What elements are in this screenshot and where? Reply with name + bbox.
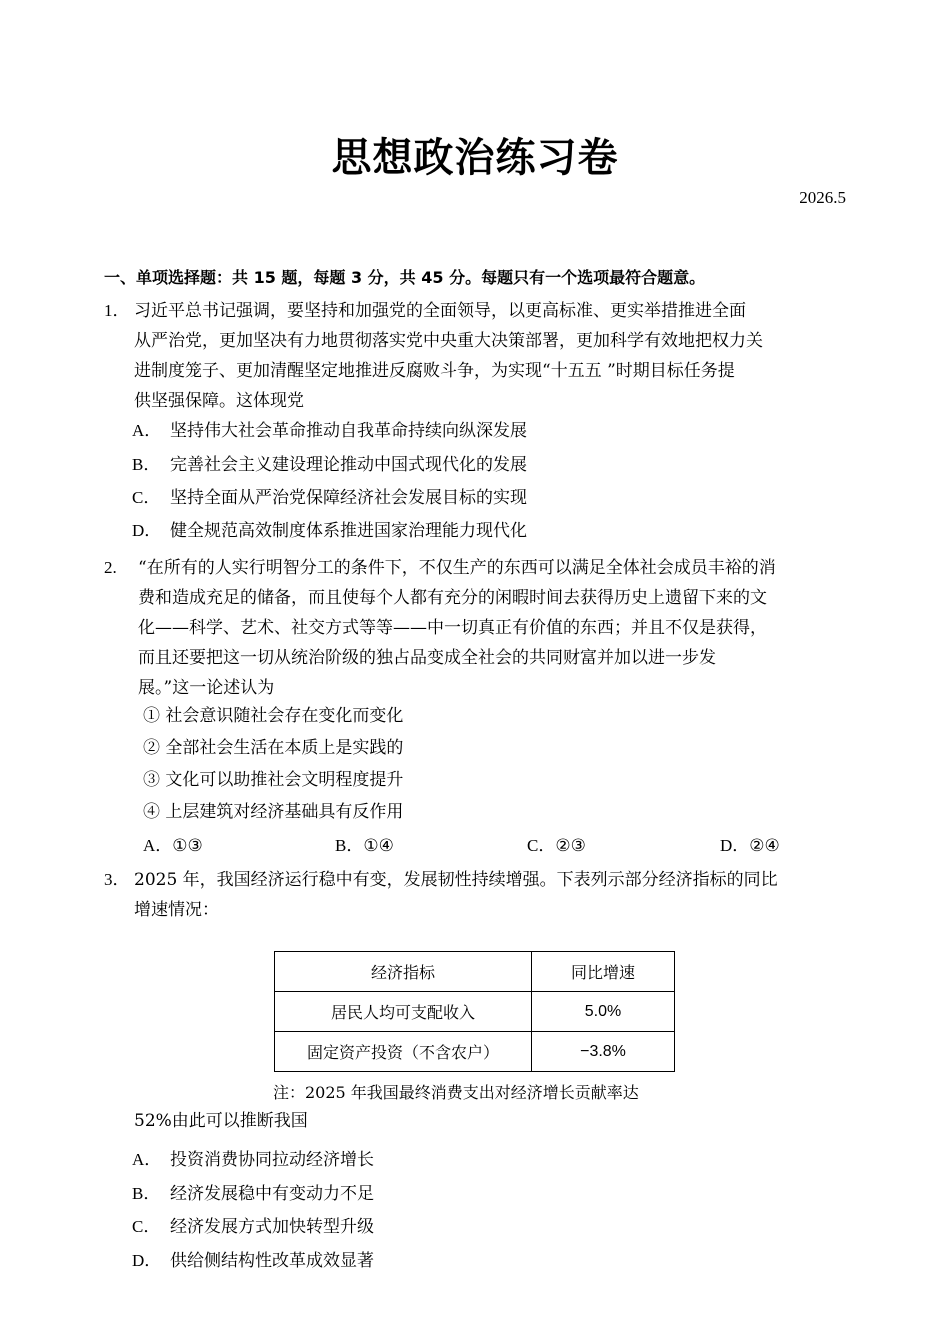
option-text: ①④ xyxy=(363,836,394,856)
option-letter: C． xyxy=(132,1217,161,1236)
section-heading: 一、单项选择题：共 15 题，每题 3 分，共 45 分。每题只有一个选项最符合题意。 xyxy=(104,268,706,287)
statement-3: ③ 文化可以助推社会文明程度提升 xyxy=(143,770,404,790)
statement-1: ① 社会意识随社会存在变化而变化 xyxy=(143,706,404,726)
question-stem: 习近平总书记强调，要坚持和加强党的全面领导，以更高标准、更实举措推进全面 从严治党，更加坚决有力地贯彻落实党中央重大决策部署，更加科学有效地把权力关 进制度笼子、更加清醒坚定地推进反腐败斗争，为实现“十五五 ”时期目标任务提 供坚强保障。这体现党 xyxy=(134,301,763,411)
question-stem: 2025 年，我国经济运行稳中有变，发展韧性持续增强。下表列示部分经济指标的同比 增速情况： xyxy=(134,870,778,920)
option-letter: B． xyxy=(132,1184,161,1203)
option-text: 完善社会主义建设理论推动中国式现代化的发展 xyxy=(170,455,527,475)
q2-option-d[interactable] xyxy=(720,831,780,861)
option-text: ①③ xyxy=(172,836,203,856)
table-cell: −3.8% xyxy=(532,1032,675,1072)
option-letter: A． xyxy=(132,1150,162,1169)
statement-2: ② 全部社会生活在本质上是实践的 xyxy=(143,738,404,758)
exam-date: 2026.5 xyxy=(799,188,846,207)
q3-option-b[interactable] xyxy=(132,1179,374,1209)
option-text: 坚持伟大社会革命推动自我革命持续向纵深发展 xyxy=(170,421,527,441)
table-row xyxy=(275,1032,675,1072)
question-number: 3． xyxy=(104,870,130,889)
table-row xyxy=(275,992,675,1032)
table-note-continued: 52%由此可以推断我国 xyxy=(134,1111,308,1131)
q3-option-c[interactable] xyxy=(132,1212,374,1242)
question-2 xyxy=(104,553,850,703)
option-text: 坚持全面从严治党保障经济社会发展目标的实现 xyxy=(170,488,527,508)
option-text: ②④ xyxy=(749,836,780,856)
option-text: ②③ xyxy=(555,836,586,856)
option-letter: D． xyxy=(132,1251,162,1270)
question-stem: “在所有的人实行明智分工的条件下，不仅生产的东西可以满足全体社会成员丰裕的消 费和造成充足的储备，而且使每个人都有充分的闲暇时间去获得历史上遗留下来的文 化——科学、艺术、社交方式等等——中一切真正有价值的东西；并且不仅是获得， 而且还要把这一切从统治阶级的独占品变成全社会的共同财富并加以进一步发 展。”这一论述认为 xyxy=(138,558,776,698)
q2-option-b[interactable] xyxy=(335,831,394,861)
q1-option-a[interactable] xyxy=(132,416,527,446)
table-cell: 5.0% xyxy=(532,992,675,1032)
table-note: 注：2025 年我国最终消费支出对经济增长贡献率达 xyxy=(273,1083,639,1102)
question-3 xyxy=(104,865,850,925)
page-title: 思想政治练习卷 xyxy=(331,135,619,181)
q2-option-a[interactable] xyxy=(143,831,203,861)
option-text: 供给侧结构性改革成效显著 xyxy=(170,1251,374,1271)
table-cell: 固定资产投资（不含农户） xyxy=(275,1032,532,1072)
option-letter: A． xyxy=(132,421,162,440)
question-number: 1． xyxy=(104,301,130,320)
option-letter: A． xyxy=(143,836,173,855)
option-text: 投资消费协同拉动经济增长 xyxy=(170,1150,374,1170)
table-header-cell: 同比增速 xyxy=(532,952,675,992)
q1-option-d[interactable] xyxy=(132,516,527,546)
q1-option-b[interactable] xyxy=(132,450,527,480)
option-text: 经济发展方式加快转型升级 xyxy=(170,1217,374,1237)
option-letter: B． xyxy=(132,455,161,474)
table-header-row xyxy=(275,952,675,992)
option-letter: B． xyxy=(335,836,364,855)
q3-option-a[interactable] xyxy=(132,1145,374,1175)
economic-indicator-table xyxy=(274,951,675,1072)
option-letter: C． xyxy=(527,836,556,855)
option-letter: D． xyxy=(132,521,162,540)
option-text: 经济发展稳中有变动力不足 xyxy=(170,1184,374,1204)
q1-option-c[interactable] xyxy=(132,483,527,513)
statement-4: ④ 上层建筑对经济基础具有反作用 xyxy=(143,802,404,822)
option-letter: D． xyxy=(720,836,750,855)
option-text: 健全规范高效制度体系推进国家治理能力现代化 xyxy=(170,521,527,541)
q3-option-d[interactable] xyxy=(132,1246,374,1276)
q2-option-c[interactable] xyxy=(527,831,586,861)
option-letter: C． xyxy=(132,488,161,507)
table-header-cell: 经济指标 xyxy=(275,952,532,992)
table-cell: 居民人均可支配收入 xyxy=(275,992,532,1032)
question-1 xyxy=(104,296,850,416)
question-number: 2. xyxy=(104,558,117,577)
